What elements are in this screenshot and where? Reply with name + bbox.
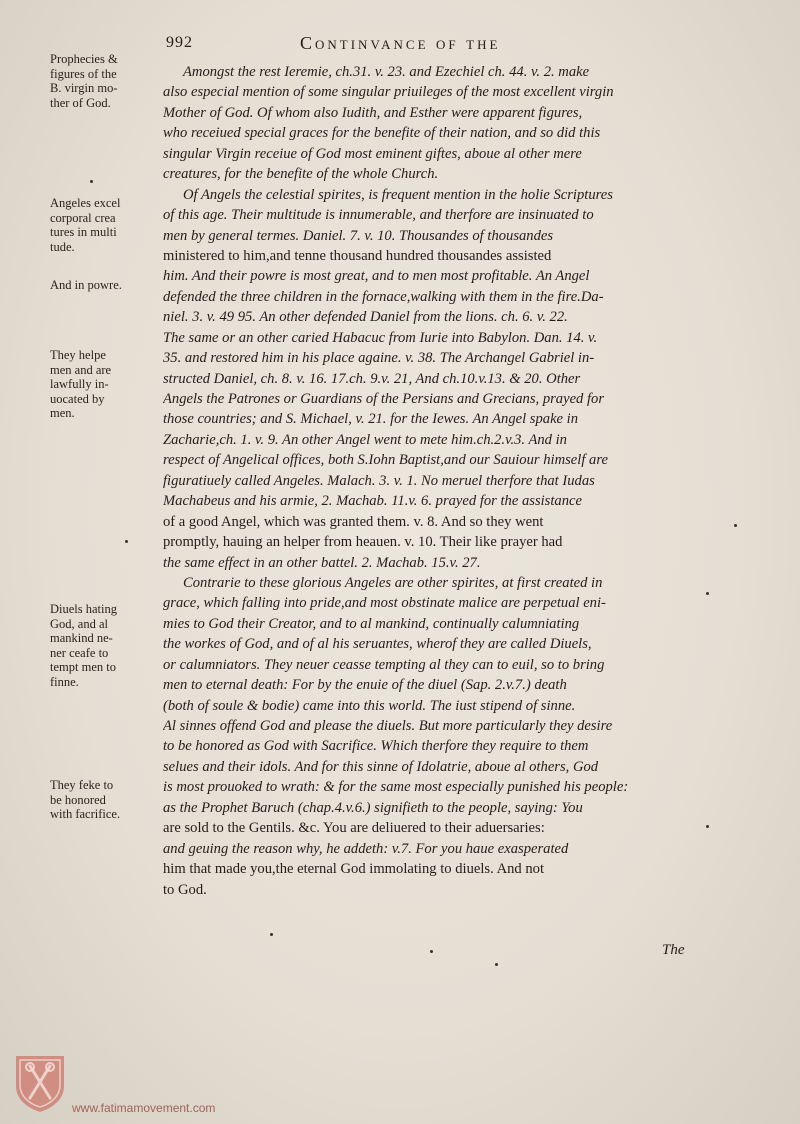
text-line: Amongst the rest Ieremie, ch.31. v. 23. and Ezechiel ch. 44. v. 2. make (183, 64, 590, 80)
text-line: Contrarie to these glorious Angeles are other spirites, at first created in (183, 574, 603, 591)
text-line: Mother of God. Of whom also Iudith, and Esther were apparent figures, (163, 104, 583, 121)
text-line: figuratiuely called Angeles. Malach. 3. v. 1. No meruel therfore that Iudas (163, 472, 595, 489)
catchword: The (662, 942, 685, 958)
running-head: Continvance of the (300, 33, 501, 53)
text-line: men by general termes. Daniel. 7. v. 10. Thousandes of thousandes (163, 227, 554, 244)
ink-speck (706, 825, 709, 828)
text-line: grace, which falling into pride,and most obstinate malice are perpetual eni- (163, 595, 606, 612)
margin-note-sacrifice: They feke to be honored with facrifice. (50, 778, 121, 821)
ink-speck (125, 540, 128, 543)
text-line: creatures, for the benefite of the whole Church. (163, 166, 439, 183)
margin-note-diuels: Diuels hating God, and al mankind ne- ner ceafe to tempt men to finne. (50, 602, 118, 689)
page-number: 992 (166, 34, 193, 51)
text-line: Machabeus and his armie, 2. Machab. 11.v. 6. prayed for the assistance (163, 493, 582, 510)
ink-speck (270, 933, 273, 936)
text-line: those countries; and S. Michael, v. 21. for the Iewes. An Angel spake in (163, 411, 579, 428)
text-line: ministered to him,and tenne thousand hundred thousandes assisted (163, 247, 552, 264)
text-line: the same effect in an other battel. 2. Machab. 15.v. 27. (163, 554, 481, 571)
text-line: of a good Angel, which was granted them. v. 8. And so they went (163, 513, 544, 530)
margin-note-prophecies: Prophecies & figures of the B. virgin mo- ther of God. (50, 52, 118, 110)
text-line: or calumniators. They neuer ceasse tempting al they can to euil, so to bring (163, 656, 605, 673)
text-line: the workes of God, and of al his seruantes, wherof they are called Diuels, (163, 636, 592, 653)
text-line: also especial mention of some singular priuileges of the most excellent virgin (163, 84, 614, 101)
text-line: defended the three children in the fornace,walking with them in the fire.Da- (163, 288, 604, 305)
text-line: Of Angels the celestial spirites, is frequent mention in the holie Scriptures (183, 186, 613, 203)
ink-speck (430, 950, 433, 953)
text-line: him. And their powre is most great, and to men most profitable. An Angel (163, 268, 590, 285)
text-line: niel. 3. v. 49 95. An other defended Daniel from the lions. ch. 6. v. 22. (163, 309, 568, 326)
text-line: promptly, hauing an helper from heauen. v. 10. Their like prayer had (163, 534, 563, 551)
ink-speck (734, 524, 737, 527)
text-line: of this age. Their multitude is innumerable, and therfore are insinuated to (163, 207, 594, 224)
text-line: Angels the Patrones or Guardians of the Persians and Grecians, prayed for (163, 391, 605, 407)
body-text (163, 62, 711, 900)
text-line: The same or an other caried Habacuc from Iurie into Babylon. Dan. 14. v. (163, 329, 598, 346)
text-line: Zacharie,ch. 1. v. 9. An other Angel went to mete him.ch.2.v.3. And in (163, 431, 567, 448)
ink-speck (706, 592, 709, 595)
ink-speck (495, 963, 498, 966)
text-line: singular Virgin receiue of God most eminent giftes, aboue al other mere (163, 145, 582, 162)
text-line: respect of Angelical offices, both S.Iohn Baptist,and our Sauiour himself are (163, 452, 608, 469)
text-line: as the Prophet Baruch (chap.4.v.6.) signifieth to the people, saying: You (163, 799, 583, 816)
text-line: structed Daniel, ch. 8. v. 16. 17.ch. 9.v. 21, And ch.10.v.13. & 20. Other (163, 370, 581, 387)
papal-seal-icon (12, 1052, 68, 1114)
text-line: is most prouoked to wrath: & for the same most especially punished his people: (163, 779, 629, 796)
margin-note-powre: And in powre. (50, 278, 122, 292)
ink-speck (90, 180, 93, 183)
text-line: are sold to the Gentils. &c. You are deliuered to their aduersaries: (163, 820, 545, 837)
margin-note-helpe: They helpe men and are lawfully in- uocated by men. (50, 348, 112, 420)
text-line: (both of soule & bodie) came into this world. The iust stipend of sinne. (163, 697, 576, 714)
text-line: who receiued special graces for the benefite of their nation, and so did this (163, 125, 601, 142)
text-line: selues and their idols. And for this sinne of Idolatrie, aboue al others, God (163, 758, 599, 775)
text-line: 35. and restored him in his place againe. v. 38. The Archangel Gabriel in- (163, 350, 595, 367)
text-line: men to eternal death: For by the enuie of the diuel (Sap. 2.v.7.) death (163, 677, 567, 694)
margin-note-angels: Angeles excel corporal crea tures in multi tude. (50, 196, 121, 254)
watermark-url[interactable]: www.fatimamovement.com (72, 1101, 216, 1115)
text-line: him that made you,the eternal God immolating to diuels. And not (163, 861, 544, 878)
text-line: and geuing the reason why, he addeth: v.7. For you haue exasperated (163, 840, 569, 857)
text-line: Al sinnes offend God and please the diuels. But more particularly they desire (163, 718, 613, 734)
text-line: to be honored as God with Sacrifice. Which therfore they require to them (163, 738, 589, 755)
text-line: mies to God their Creator, and to al mankind, continually calumniating (163, 615, 580, 632)
text-line: to God. (163, 881, 207, 898)
